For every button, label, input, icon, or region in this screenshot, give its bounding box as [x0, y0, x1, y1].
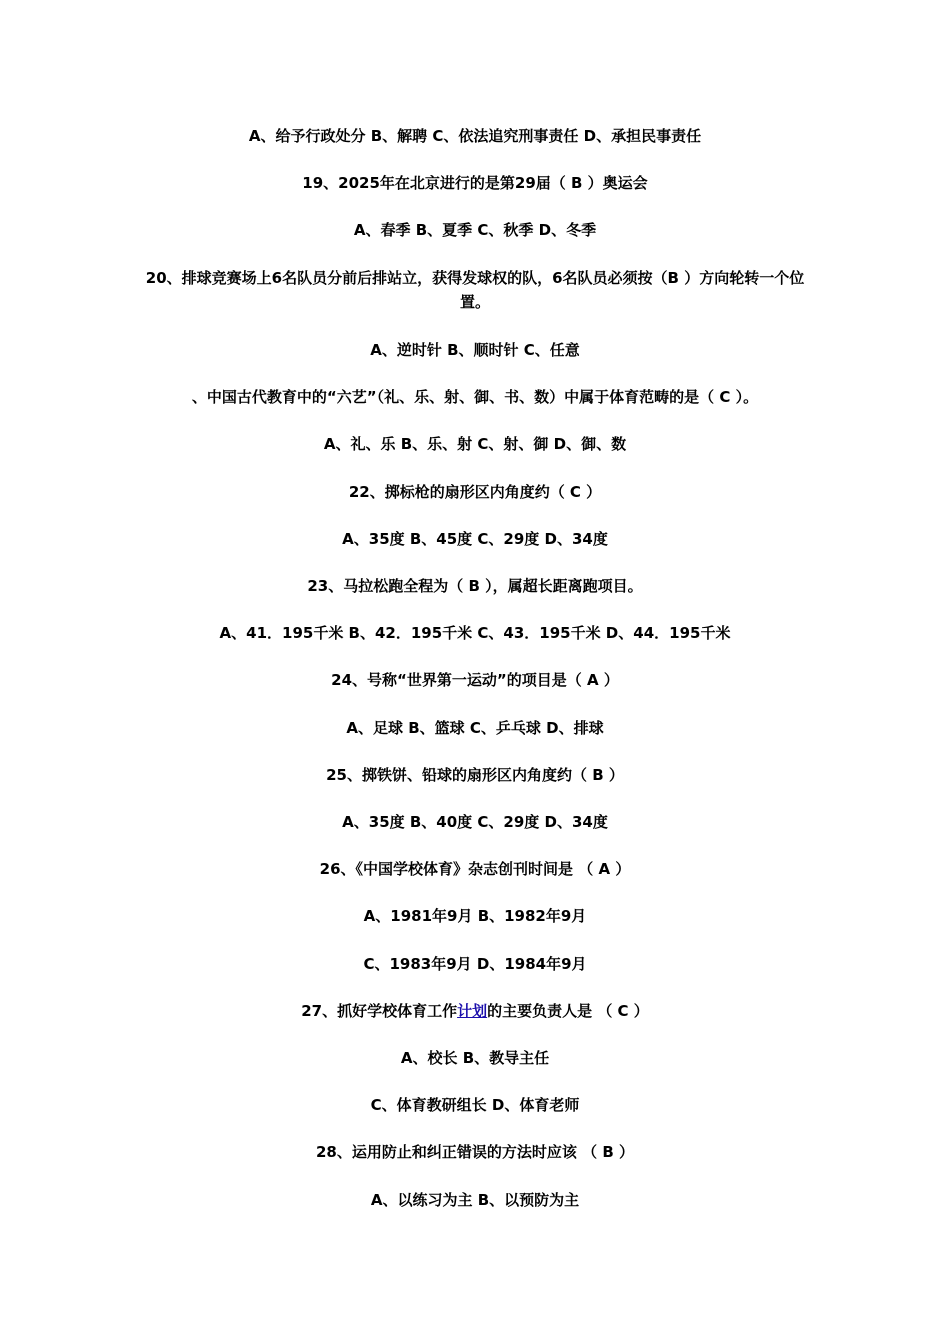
option-line-q23: A、41．195千米 B、42．195千米 C、43．195千米 D、44．195千米: [219, 624, 731, 642]
question-26: 26、《中国学校体育》杂志创刊时间是 （ A ）: [319, 860, 631, 878]
question-23: 23、马拉松跑全程为（ B ），属超长距离跑项目。: [307, 577, 643, 595]
option-line-q26-cd: C、1983年9月 D、1984年9月: [363, 955, 587, 973]
question-22: 22、掷标枪的扇形区内角度约（ C ）: [348, 483, 602, 501]
option-line-q19: A、春季 B、夏季 C、秋季 D、冬季: [353, 221, 597, 239]
question-27-text-before: 27、抓好学校体育工作: [301, 1002, 458, 1020]
question-20: 20、排球竞赛场上6名队员分前后排站立，获得发球权的队，6名队员必须按（B ）方向轮转一个位置。: [145, 269, 805, 311]
question-21: 、中国古代教育中的“六艺”（礼、乐、射、御、书、数）中属于体育范畴的是（ C ）。: [191, 388, 759, 406]
option-line-q20: A、逆时针 B、顺时针 C、任意: [370, 341, 580, 359]
option-line-q22: A、35度 B、45度 C、29度 D、34度: [342, 530, 608, 548]
question-24: 24、号称“世界第一运动”的项目是（ A ）: [331, 671, 619, 689]
option-line-q26-ab: A、1981年9月 B、1982年9月: [363, 907, 587, 925]
option-line-q28: A、以练习为主 B、以预防为主: [370, 1191, 580, 1209]
question-27-text-after: 的主要负责人是 （ C ）: [487, 1002, 649, 1020]
question-27: [60, 999, 890, 1023]
question-19: 19、2025年在北京进行的是第29届（ B ）奥运会: [302, 174, 648, 192]
option-line-q27-ab: A、校长 B、教导主任: [400, 1049, 550, 1067]
option-line-q24: A、足球 B、篮球 C、乒乓球 D、排球: [346, 719, 604, 737]
option-line-q27-cd: C、体育教研组长 D、体育老师: [370, 1096, 580, 1114]
question-25: 25、掷铁饼、铅球的扇形区内角度约（ B ）: [326, 766, 624, 784]
option-line-q25: A、35度 B、40度 C、29度 D、34度: [342, 813, 608, 831]
option-line-q21: A、礼、乐 B、乐、射 C、射、御 D、御、数: [323, 435, 627, 453]
question-28: 28、运用防止和纠正错误的方法时应该 （ B ）: [316, 1143, 634, 1161]
option-line-q18: A、给予行政处分 B、解聘 C、依法追究刑事责任 D、承担民事责任: [248, 127, 702, 145]
plan-link[interactable]: 计划: [457, 1002, 488, 1020]
